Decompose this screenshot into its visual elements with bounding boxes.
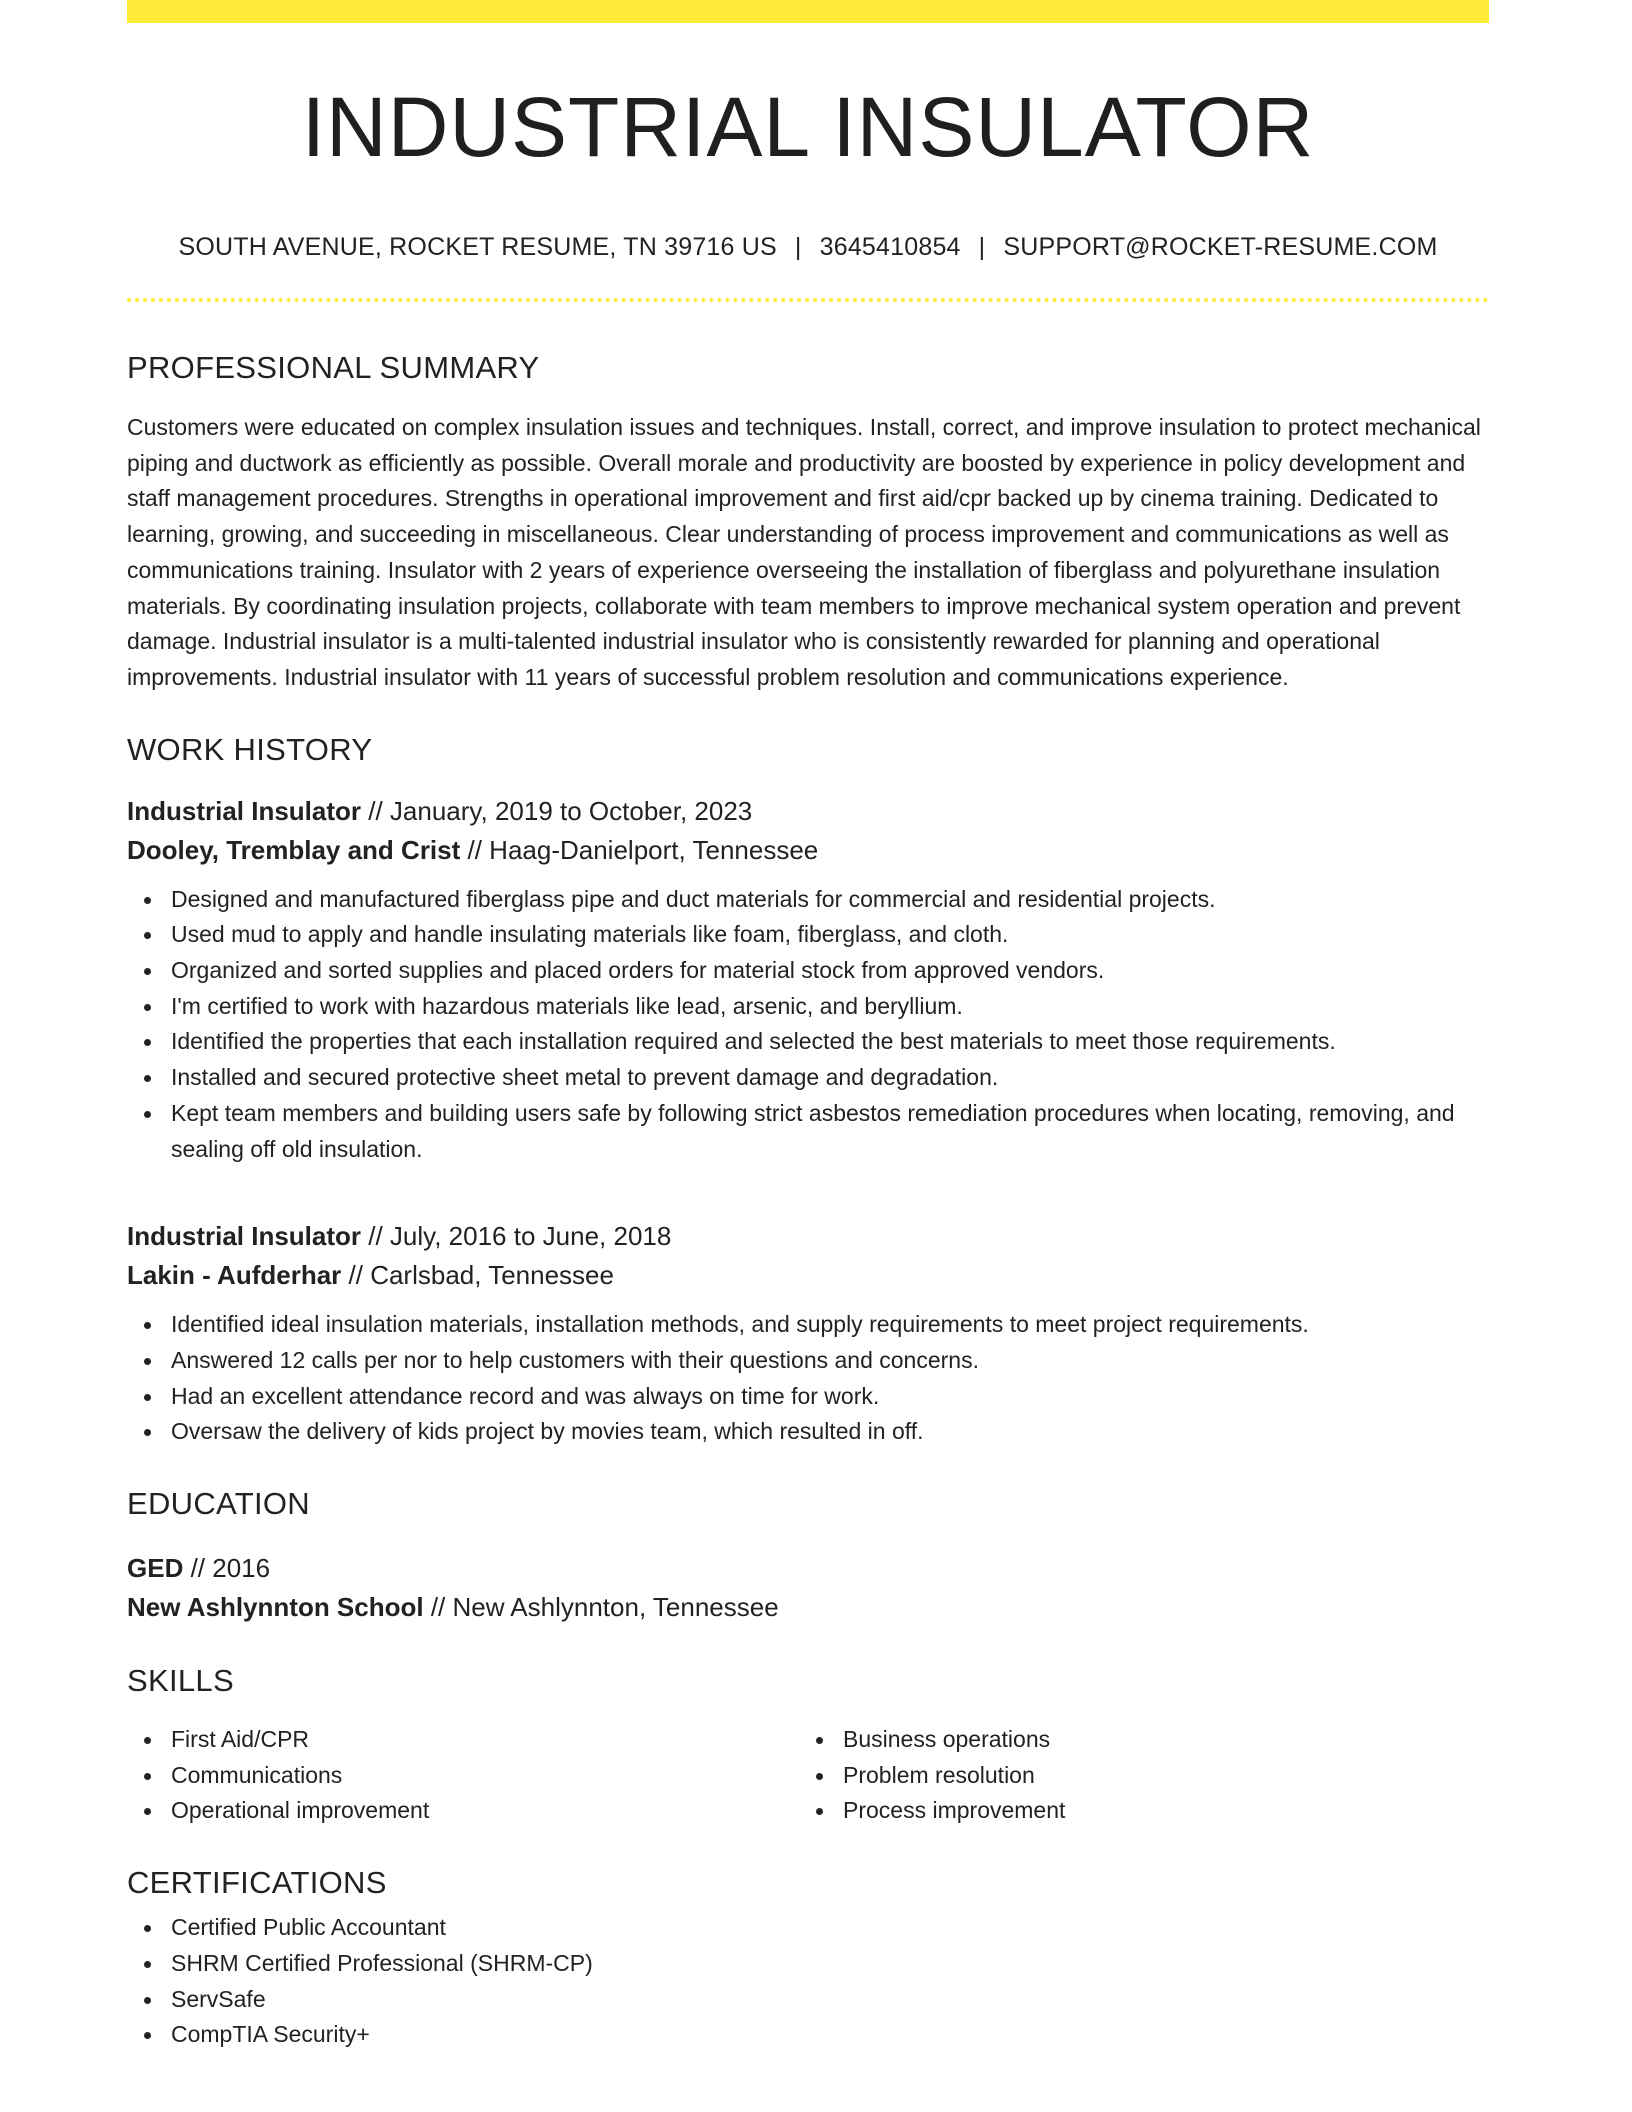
- list-item: Designed and manufactured fiberglass pipe and duct materials for commercial and residential projects.: [127, 882, 1489, 918]
- job-entry: [127, 792, 1489, 1168]
- skills-list: [127, 1722, 1489, 1829]
- school-name: New Ashlynnton School: [127, 1592, 424, 1623]
- job-bullets: [127, 1307, 1489, 1450]
- list-item: Had an excellent attendance record and was always on time for work.: [127, 1379, 1489, 1415]
- job-dates: // January, 2019 to October, 2023: [361, 795, 753, 826]
- list-item: Identified the properties that each installation required and selected the best materials to meet those requirements.: [127, 1024, 1489, 1060]
- list-item: Communications: [127, 1758, 799, 1794]
- degree: GED: [127, 1553, 184, 1584]
- resume-page: [127, 0, 1489, 2053]
- degree-line: [127, 1549, 1489, 1588]
- certifications-list: [127, 1910, 1489, 2053]
- list-item: Operational improvement: [127, 1793, 799, 1829]
- skills-column-right: [799, 1722, 1471, 1829]
- job-role: Industrial Insulator: [127, 795, 362, 826]
- job-company-line: [127, 1256, 1489, 1295]
- summary-heading: PROFESSIONAL SUMMARY: [127, 350, 540, 385]
- list-item: Oversaw the delivery of kids project by movies team, which resulted in off.: [127, 1414, 1489, 1450]
- job-bullets: [127, 882, 1489, 1168]
- school-line: [127, 1588, 1489, 1627]
- dotted-divider: [127, 298, 1489, 302]
- list-item: Used mud to apply and handle insulating materials like foam, fiberglass, and cloth.: [127, 917, 1489, 953]
- skills-heading: SKILLS: [127, 1663, 234, 1699]
- certifications-heading: CERTIFICATIONS: [127, 1865, 387, 1901]
- list-item: ServSafe: [127, 1982, 1489, 2018]
- job-dates: // July, 2016 to June, 2018: [361, 1221, 672, 1252]
- job-entry: [127, 1217, 1489, 1450]
- list-item: Installed and secured protective sheet metal to prevent damage and degradation.: [127, 1060, 1489, 1096]
- job-title-line: [127, 1217, 1489, 1256]
- contact-separator: |: [794, 233, 802, 261]
- list-item: First Aid/CPR: [127, 1722, 799, 1758]
- candidate-name: INDUSTRIAL INSULATOR: [301, 80, 1315, 174]
- job-company-line: [127, 831, 1489, 870]
- list-item: Organized and sorted supplies and placed orders for material stock from approved vendors.: [127, 953, 1489, 989]
- job-location: // Haag-Danielport, Tennessee: [460, 834, 819, 865]
- contact-phone: 3645410854: [819, 233, 961, 261]
- summary-text: Customers were educated on complex insulation issues and techniques. Install, correct, and improve insulation to protect mechanical piping and ductwork as efficiently as possible. Overall morale and productivity are boosted by experience in policy development and staff management procedures. Strengths in operational improvement and first aid/cpr backed up by cinema training. Dedicated to learning, growing, and succeeding in miscellaneous. Clear understanding of process improvement and communications as well as communications training. Insulator with 2 years of experience overseeing the installation of fiberglass and polyurethane insulation materials. By coordinating insulation projects, collaborate with team members to improve mechanical system operation and prevent damage. Industrial insulator is a multi-talented industrial insulator who is consistently rewarded for planning and operational improvements. Industrial insulator with 11 years of successful problem resolution and communications experience.: [127, 414, 1481, 690]
- education-heading: EDUCATION: [127, 1486, 310, 1522]
- job-title-line: [127, 792, 1489, 831]
- list-item: I'm certified to work with hazardous materials like lead, arsenic, and beryllium.: [127, 989, 1489, 1025]
- job-role: Industrial Insulator: [127, 1221, 362, 1252]
- list-item: Identified ideal insulation materials, installation methods, and supply requirements to meet project requirements.: [127, 1307, 1489, 1343]
- contact-separator: |: [978, 233, 986, 261]
- top-accent-bar: [127, 0, 1489, 23]
- contact-email: SUPPORT@ROCKET-RESUME.COM: [1003, 233, 1438, 261]
- list-item: Business operations: [799, 1722, 1471, 1758]
- list-item: Answered 12 calls per nor to help customers with their questions and concerns.: [127, 1343, 1489, 1379]
- work-history-heading: WORK HISTORY: [127, 731, 373, 767]
- education-entry: [127, 1549, 1489, 1627]
- contact-line: [127, 235, 1489, 260]
- school-location: // New Ashlynnton, Tennessee: [423, 1592, 779, 1623]
- list-item: Certified Public Accountant: [127, 1910, 1489, 1946]
- skills-column-left: [127, 1722, 799, 1829]
- list-item: SHRM Certified Professional (SHRM-CP): [127, 1946, 1489, 1982]
- degree-year: // 2016: [183, 1553, 271, 1584]
- list-item: Problem resolution: [799, 1758, 1471, 1794]
- list-item: CompTIA Security+: [127, 2017, 1489, 2053]
- contact-address: SOUTH AVENUE, ROCKET RESUME, TN 39716 US: [178, 233, 777, 261]
- job-location: // Carlsbad, Tennessee: [341, 1260, 614, 1291]
- job-company: Lakin - Aufderhar: [127, 1260, 342, 1291]
- list-item: Kept team members and building users safe by following strict asbestos remediation procedures when locating, removing, and sealing off old insulation.: [127, 1096, 1489, 1167]
- list-item: Process improvement: [799, 1793, 1471, 1829]
- job-company: Dooley, Tremblay and Crist: [127, 834, 461, 865]
